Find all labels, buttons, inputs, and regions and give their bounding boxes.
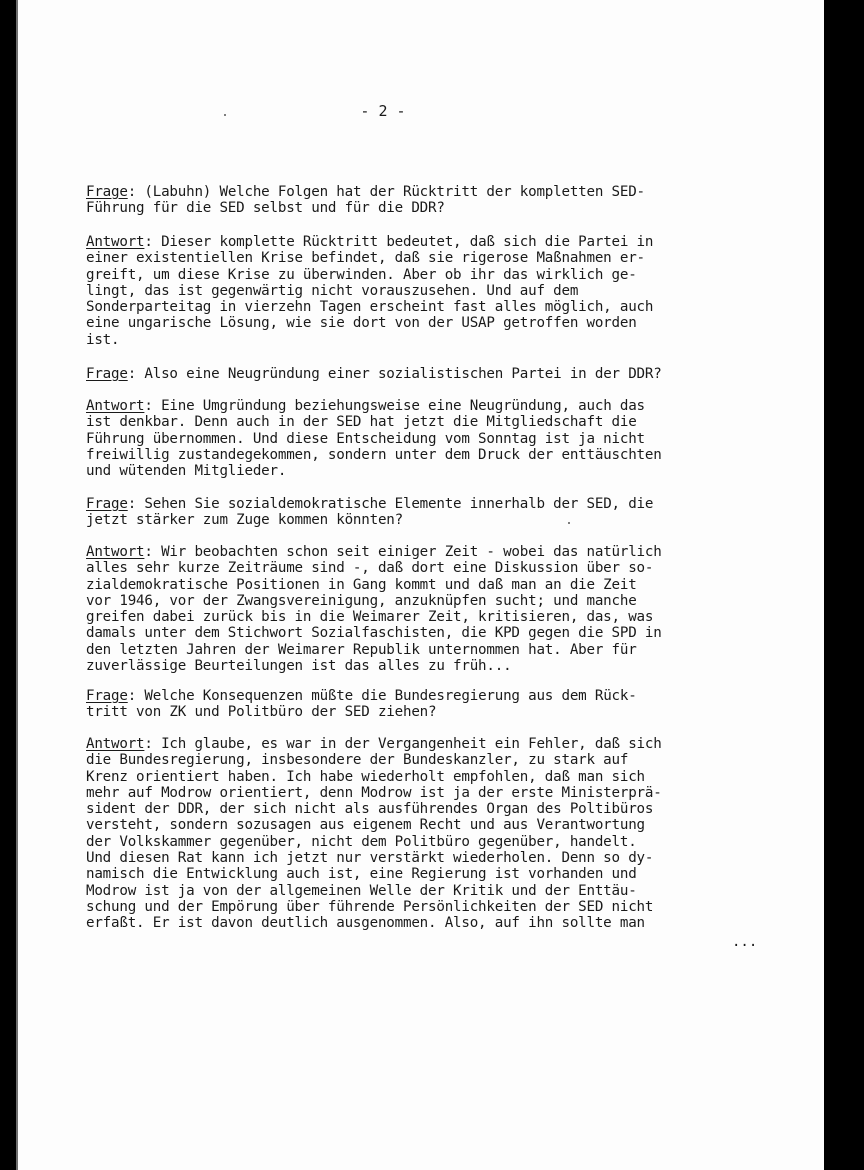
text-line: Führung für die SED selbst und für die DDR? — [86, 200, 445, 217]
text-line: greifen dabei zurück bis in die Weimarer Zeit, kritisieren, das, was — [86, 609, 654, 626]
text-line: den letzten Jahren der Weimarer Republik unternommen hat. Aber für — [86, 641, 637, 658]
block-frage-3 — [86, 496, 776, 529]
text-line: Frage: Sehen Sie sozialdemokratische Elemente innerhalb der SED, die — [86, 496, 654, 512]
text-line: die Bundesregierung, insbesondere der Bundeskanzler, zu stark auf — [86, 752, 629, 769]
speaker-label: Antwort — [86, 234, 145, 250]
text-line: erfaßt. Er ist davon deutlich ausgenommen. Also, auf ihn sollte man — [86, 915, 645, 932]
text-line: freiwillig zustandegekommen, sondern unter dem Druck der enttäuschten — [86, 446, 662, 463]
speaker-label: Antwort — [86, 398, 145, 414]
text-line: Krenz orientiert haben. Ich habe wiederholt empfohlen, daß man sich — [86, 768, 645, 785]
text-line: greift, um diese Krise zu überwinden. Aber ob ihr das wirklich ge- — [86, 266, 637, 283]
text-line: Antwort: Eine Umgründung beziehungsweise eine Neugründung, auch das — [86, 398, 645, 414]
text-line: Und diesen Rat kann ich jetzt nur verstärkt wiederholen. Denn so dy- — [86, 850, 654, 867]
speaker-label: Antwort — [86, 544, 145, 560]
text-line: Modrow ist ja von der allgemeinen Welle der Kritik und der Enttäu- — [86, 882, 637, 899]
block-antwort-3 — [86, 544, 776, 674]
text-line: einer existentiellen Krise befindet, daß sie rigerose Maßnahmen er- — [86, 250, 645, 267]
document-page — [18, 0, 824, 1170]
block-frage-2 — [86, 366, 776, 382]
speaker-label: Frage — [86, 184, 128, 200]
block-frage-4 — [86, 688, 776, 721]
scan-speck — [568, 522, 570, 524]
text-line: zialdemokratische Positionen in Gang kommt und daß man an die Zeit — [86, 576, 637, 593]
block-antwort-1 — [86, 234, 776, 348]
text-line: der Volkskammer gegenüber, nicht dem Politbüro gegenüber, handelt. — [86, 833, 637, 850]
text-line: damals unter dem Stichwort Sozialfaschisten, die KPD gegen die SPD in — [86, 625, 662, 642]
speaker-label: Frage — [86, 366, 128, 382]
text-line: Antwort: Dieser komplette Rücktritt bedeutet, daß sich die Partei in — [86, 234, 654, 250]
text-line: ist. — [86, 331, 120, 348]
speaker-label: Frage — [86, 496, 128, 512]
page-number: - 2 - — [360, 102, 406, 120]
scan-right-edge — [824, 0, 864, 1170]
scan-left-edge — [0, 0, 16, 1170]
text-line: eine ungarische Lösung, wie sie dort von der USAP getroffen worden — [86, 315, 637, 332]
text-line: ist denkbar. Denn auch in der SED hat jetzt die Mitgliedschaft die — [86, 414, 637, 431]
text-line: Sonderparteitag in vierzehn Tagen erscheint fast alles möglich, auch — [86, 299, 654, 316]
text-line: alles sehr kurze Zeiträume sind -, daß dort eine Diskussion über so- — [86, 560, 654, 577]
text-line: tritt von ZK und Politbüro der SED ziehen? — [86, 704, 437, 721]
text-line: Frage: Welche Konsequenzen müßte die Bundesregierung aus dem Rück- — [86, 688, 637, 704]
text-line: Frage: (Labuhn) Welche Folgen hat der Rücktritt der kompletten SED- — [86, 184, 645, 200]
text-line: schung und der Empörung über führende Persönlichkeiten der SED nicht — [86, 898, 654, 915]
text-line: Führung übernommen. Und diese Entscheidung vom Sonntag ist ja nicht — [86, 430, 645, 447]
text-line: mehr auf Modrow orientiert, denn Modrow ist ja der erste Ministerprä- — [86, 784, 662, 801]
block-antwort-4 — [86, 736, 776, 932]
speaker-label: Antwort — [86, 736, 145, 752]
text-line: lingt, das ist gegenwärtig nicht vorauszusehen. Und auf dem — [86, 282, 579, 299]
text-line: sident der DDR, der sich nicht als ausführendes Organ des Poltibüros — [86, 801, 654, 818]
text-line: zuverlässige Beurteilungen ist das alles zu früh... — [86, 658, 512, 675]
text-line: und wütenden Mitglieder. — [86, 463, 287, 480]
scan-speck — [224, 114, 226, 116]
text-line: vor 1946, vor der Zwangsvereinigung, anzuknüpfen sucht; und manche — [86, 592, 637, 609]
speaker-label: Frage — [86, 688, 128, 704]
text-line: namisch die Entwicklung auch ist, eine Regierung ist vorhanden und — [86, 866, 637, 883]
continuation-marker: ... — [732, 934, 758, 950]
text-line: Antwort: Wir beobachten schon seit einiger Zeit - wobei das natürlich — [86, 544, 662, 560]
block-frage-1 — [86, 184, 776, 217]
text-line: versteht, sondern sozusagen aus eigenem Recht und aus Verantwortung — [86, 817, 645, 834]
text-line: jetzt stärker zum Zuge kommen könnten? — [86, 512, 403, 529]
text-line: Antwort: Ich glaube, es war in der Vergangenheit ein Fehler, daß sich — [86, 736, 662, 752]
text-line: Frage: Also eine Neugründung einer sozialistischen Partei in der DDR? — [86, 366, 662, 382]
block-antwort-2 — [86, 398, 776, 479]
